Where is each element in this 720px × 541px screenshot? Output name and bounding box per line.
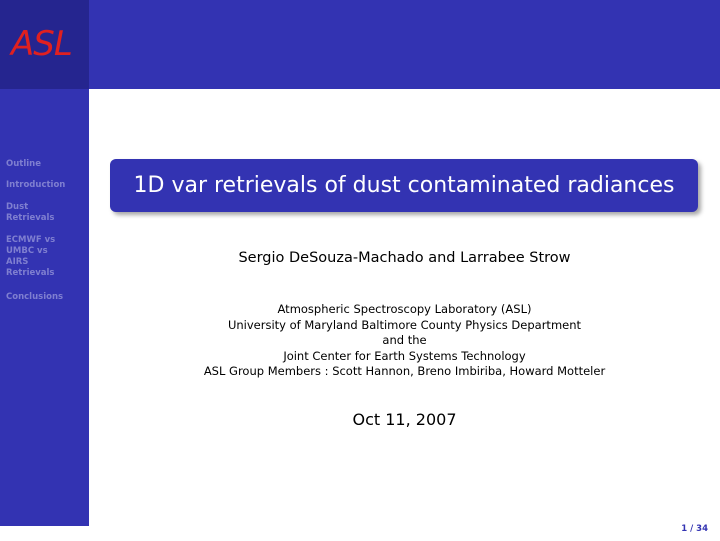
institution-line: Atmospheric Spectroscopy Laboratory (ASL) <box>277 302 532 316</box>
institution-line: ASL Group Members : Scott Hannon, Breno Imbiriba, Howard Motteler <box>203 364 606 378</box>
sidebar-item-introduction[interactable]: Introduction <box>6 180 66 190</box>
sidebar <box>0 89 89 526</box>
institution-block <box>89 302 720 380</box>
sidebar-item-outline[interactable]: Outline <box>6 159 41 169</box>
institution-line: University of Maryland Baltimore County Physics Department <box>227 317 582 332</box>
sidebar-item-ecmwf-umbc-airs[interactable]: ECMWF vs UMBC vs AIRS Retrievals <box>6 235 56 278</box>
authors: Sergio DeSouza-Machado and Larrabee Strow <box>238 250 571 266</box>
date: Oct 11, 2007 <box>352 410 457 429</box>
slide-title: 1D var retrievals of dust contaminated radiances <box>133 173 675 198</box>
logo: ASL <box>11 24 72 64</box>
title-box <box>110 159 698 212</box>
logo-box <box>0 0 89 89</box>
institution-line: and the <box>382 333 427 347</box>
institution-line: Joint Center for Earth Systems Technology <box>283 348 526 363</box>
sidebar-item-dust-retrievals[interactable]: Dust Retrievals <box>6 202 55 223</box>
page-number: 1 / 34 <box>681 524 708 534</box>
sidebar-item-conclusions[interactable]: Conclusions <box>6 292 64 302</box>
top-bar <box>0 0 720 89</box>
